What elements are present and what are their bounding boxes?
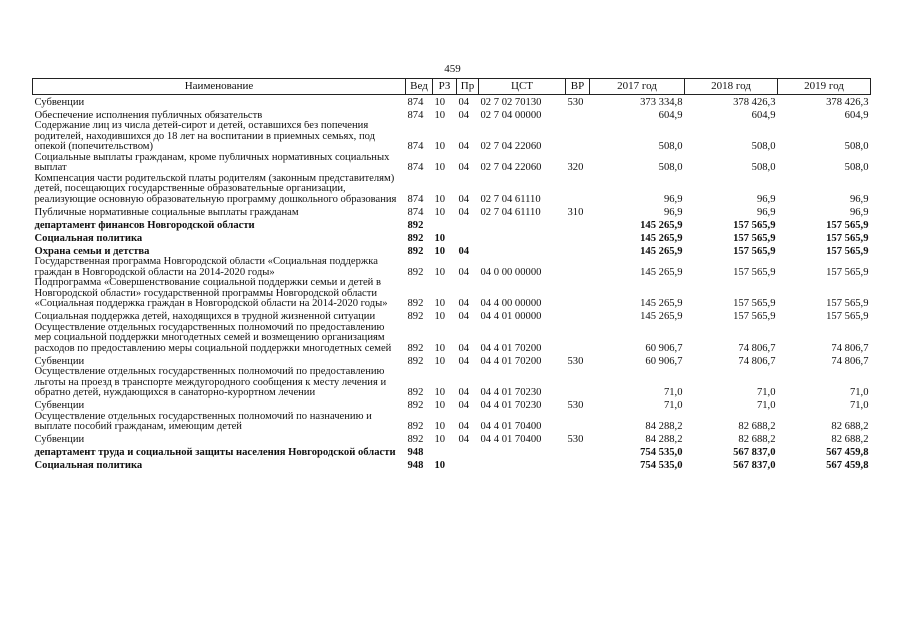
cell-cst: 04 4 01 00000: [480, 311, 542, 322]
cell-name: Компенсация части родительской платы родителям (законным представителям) детей, посещающих государственные образовательные организации, реализующие основную образовательную программу дошкольного образования: [34, 173, 397, 205]
cell-y2019: 508,0: [844, 162, 869, 173]
cell-cst: 02 7 04 00000: [480, 109, 542, 121]
cell-rz: 10: [434, 109, 446, 121]
cell-cst: 02 7 04 22060: [480, 141, 542, 152]
cell-vr: [566, 459, 590, 472]
table-row: [33, 310, 871, 323]
cell-ved: 874: [407, 193, 424, 205]
cell-pr: 04: [458, 245, 470, 257]
cell-pr: 04: [458, 434, 470, 445]
cell-y2019: 82 688,2: [831, 434, 869, 445]
cell-y2017: 508,0: [658, 162, 683, 173]
cell-y2019: 567 459,8: [826, 460, 869, 471]
cell-pr: 04: [458, 387, 470, 398]
cell-name: Субвенции: [34, 400, 85, 411]
table-row: [33, 95, 871, 109]
cell-pr: 04: [458, 206, 470, 218]
cell-vr: [566, 121, 590, 153]
table-row: [33, 323, 871, 355]
table-row: [33, 412, 871, 433]
cell-y2018: 567 837,0: [733, 447, 776, 458]
cell-y2017: 373 334,8: [640, 96, 683, 108]
cell-ved: 892: [407, 342, 424, 354]
table-header-row: [33, 79, 871, 95]
table-row: [33, 257, 871, 278]
cell-y2017: 145 265,9: [640, 245, 683, 257]
cell-pr: [457, 218, 479, 231]
cell-y2018: 157 565,9: [733, 311, 776, 322]
cell-cst: [479, 446, 566, 459]
cell-pr: 04: [458, 355, 470, 367]
cell-cst: [479, 218, 566, 231]
table-body: [33, 95, 871, 472]
cell-pr: 04: [458, 109, 470, 121]
cell-rz: 10: [434, 460, 446, 471]
cell-y2019: 157 565,9: [826, 232, 869, 244]
cell-y2018: 508,0: [751, 162, 776, 173]
cell-y2018: 508,0: [751, 141, 776, 152]
cell-y2018: 74 806,7: [738, 342, 776, 354]
cell-ved: 892: [407, 311, 424, 322]
cell-pr: 04: [458, 298, 470, 309]
cell-cst: 02 7 04 22060: [480, 162, 542, 173]
page-number: 459: [444, 63, 461, 75]
cell-vr: [566, 174, 590, 206]
cell-y2019: 74 806,7: [831, 342, 869, 354]
cell-rz: 10: [434, 245, 446, 257]
cell-cst: 04 4 01 70400: [480, 434, 542, 445]
cell-vr: 530: [567, 400, 584, 411]
table-row: [33, 433, 871, 446]
cell-y2018: 157 565,9: [733, 245, 776, 257]
cell-y2017: 96,9: [663, 206, 683, 218]
cell-y2019: 508,0: [844, 141, 869, 152]
table-row: [33, 244, 871, 257]
cell-ved: 892: [407, 219, 424, 231]
cell-pr: 04: [458, 400, 470, 411]
cell-y2019: 74 806,7: [831, 355, 869, 367]
cell-y2019: 567 459,8: [826, 447, 869, 458]
cell-ved: 874: [407, 109, 424, 121]
cell-y2017: 71,0: [663, 387, 683, 398]
table-row: [33, 218, 871, 231]
table-row: [33, 367, 871, 399]
cell-y2018: 157 565,9: [733, 219, 776, 231]
header-2019: 2019 год: [778, 79, 871, 95]
cell-vr: [566, 108, 590, 121]
table-row: [33, 153, 871, 174]
cell-y2017: 145 265,9: [640, 232, 683, 244]
cell-cst: [479, 459, 566, 472]
cell-vr: 530: [567, 434, 584, 445]
header-vr: ВР: [566, 79, 590, 95]
cell-rz: 10: [434, 387, 446, 398]
cell-vr: 320: [567, 162, 584, 173]
cell-vr: 530: [567, 96, 584, 108]
cell-y2017: 604,9: [658, 109, 683, 121]
header-2017: 2017 год: [590, 79, 685, 95]
cell-y2019: 157 565,9: [826, 219, 869, 231]
cell-y2019: 82 688,2: [831, 421, 869, 432]
cell-name: Субвенции: [34, 355, 85, 367]
cell-y2017: 754 535,0: [640, 460, 683, 471]
cell-y2019: 378 426,3: [826, 96, 869, 108]
cell-y2018: 96,9: [756, 206, 776, 218]
cell-name: Субвенции: [34, 434, 85, 445]
cell-rz: 10: [434, 266, 446, 278]
cell-pr: 04: [458, 342, 470, 354]
cell-name: Обеспечение исполнения публичных обязательств: [34, 109, 263, 121]
cell-cst: [479, 231, 566, 244]
cell-name: Осуществление отдельных государственных полномочий по предоставлению мер социальной поддержки многодетных семей и возмещению организациям расходов по предоставлению меры социальной поддержки многодетных семей: [34, 322, 392, 354]
cell-ved: 892: [407, 400, 424, 411]
cell-pr: 04: [458, 311, 470, 322]
cell-y2017: 60 906,7: [645, 355, 683, 367]
cell-vr: 530: [567, 355, 584, 367]
header-ved: Вед: [406, 79, 433, 95]
cell-y2017: 60 906,7: [645, 342, 683, 354]
cell-pr: [457, 446, 479, 459]
budget-table: [32, 78, 871, 472]
header-rz: РЗ: [433, 79, 457, 95]
cell-rz: 10: [434, 96, 446, 108]
cell-ved: 874: [407, 141, 424, 152]
cell-name: Содержание лиц из числа детей-сирот и детей, оставшихся без попечения родителей, находившихся до 18 лет на воспитании в приемных семьях, под опекой (попечительством): [34, 121, 376, 152]
cell-cst: 04 0 00 00000: [480, 266, 542, 278]
cell-cst: 02 7 02 70130: [480, 96, 542, 108]
table-row: [33, 205, 871, 218]
cell-y2019: 157 565,9: [826, 311, 869, 322]
cell-ved: 948: [407, 460, 424, 471]
cell-name: Социальная политика: [34, 232, 143, 244]
cell-y2017: 145 265,9: [640, 311, 683, 322]
table-row: [33, 121, 871, 153]
cell-ved: 892: [407, 421, 424, 432]
cell-y2018: 157 565,9: [733, 232, 776, 244]
cell-name: департамент труда и социальной защиты населения Новгородской области: [34, 447, 396, 458]
table-row: [33, 278, 871, 310]
cell-cst: 04 4 00 00000: [480, 298, 542, 309]
cell-rz: 10: [434, 311, 446, 322]
cell-name: Социальная политика: [34, 460, 143, 471]
cell-y2017: 145 265,9: [640, 219, 683, 231]
cell-rz: 10: [434, 434, 446, 445]
cell-y2019: 71,0: [849, 400, 869, 411]
cell-y2017: 754 535,0: [640, 447, 683, 458]
cell-vr: [566, 244, 590, 257]
cell-vr: [566, 218, 590, 231]
cell-name: Государственная программа Новгородской области «Социальная поддержка граждан в Новгородской области на 2014-2020 годы»: [34, 257, 378, 278]
cell-pr: [457, 231, 479, 244]
cell-cst: 02 7 04 61110: [480, 206, 541, 218]
cell-y2018: 157 565,9: [733, 266, 776, 278]
cell-y2017: 145 265,9: [640, 266, 683, 278]
header-cst: ЦСТ: [479, 79, 566, 95]
cell-vr: [566, 412, 590, 433]
cell-name: Осуществление отдельных государственных полномочий по назначению и выплате пособий гражданам, имеющим детей: [34, 411, 372, 432]
cell-y2019: 157 565,9: [826, 298, 869, 309]
cell-name: Публичные нормативные социальные выплаты гражданам: [34, 206, 299, 218]
cell-cst: 04 4 01 70400: [480, 421, 542, 432]
cell-y2017: 84 288,2: [645, 421, 683, 432]
cell-y2019: 157 565,9: [826, 266, 869, 278]
cell-name: департамент финансов Новгородской области: [34, 219, 255, 231]
cell-y2018: 567 837,0: [733, 460, 776, 471]
table-row: [33, 231, 871, 244]
cell-pr: 04: [458, 141, 470, 152]
cell-ved: 874: [407, 206, 424, 218]
cell-name: Социальная поддержка детей, находящихся в трудной жизненной ситуации: [34, 311, 376, 322]
cell-ved: 892: [407, 387, 424, 398]
cell-rz: 10: [434, 141, 446, 152]
cell-vr: [566, 310, 590, 323]
cell-pr: 04: [458, 421, 470, 432]
cell-pr: 04: [458, 162, 470, 173]
cell-pr: [457, 459, 479, 472]
cell-vr: [566, 446, 590, 459]
cell-vr: [566, 231, 590, 244]
cell-ved: 948: [407, 447, 424, 458]
cell-y2019: 157 565,9: [826, 245, 869, 257]
cell-cst: [479, 244, 566, 257]
cell-y2019: 96,9: [849, 206, 869, 218]
cell-cst: 04 4 01 70200: [480, 342, 542, 354]
cell-ved: 892: [407, 232, 424, 244]
cell-rz: 10: [434, 342, 446, 354]
header-2018: 2018 год: [685, 79, 778, 95]
cell-pr: 04: [458, 96, 470, 108]
table-row: [33, 108, 871, 121]
cell-rz: [433, 446, 457, 459]
cell-name: Субвенции: [34, 96, 85, 108]
cell-y2018: 82 688,2: [738, 421, 776, 432]
cell-rz: 10: [434, 298, 446, 309]
cell-ved: 892: [407, 355, 424, 367]
cell-rz: 10: [434, 232, 446, 244]
cell-y2019: 604,9: [844, 109, 869, 121]
cell-name: Охрана семьи и детства: [34, 245, 150, 257]
cell-y2019: 96,9: [849, 193, 869, 205]
cell-vr: [566, 278, 590, 310]
cell-y2018: 604,9: [751, 109, 776, 121]
header-pr: Пр: [457, 79, 479, 95]
cell-rz: 10: [434, 162, 446, 173]
table-row: [33, 174, 871, 206]
cell-ved: 892: [407, 434, 424, 445]
cell-y2017: 84 288,2: [645, 434, 683, 445]
cell-y2018: 96,9: [756, 193, 776, 205]
cell-name: Подпрограмма «Совершенствование социальной поддержки семьи и детей в Новгородской области» государственной программы Новгородской области «Социальная поддержка граждан в Новгородской области на 2014-2020 годы»: [34, 278, 388, 309]
cell-vr: [566, 323, 590, 355]
cell-y2017: 145 265,9: [640, 298, 683, 309]
cell-pr: 04: [458, 193, 470, 205]
cell-ved: 874: [407, 162, 424, 173]
cell-y2017: 96,9: [663, 193, 683, 205]
cell-cst: 04 4 01 70230: [480, 400, 542, 411]
cell-ved: 892: [407, 245, 424, 257]
cell-y2019: 71,0: [849, 387, 869, 398]
cell-rz: 10: [434, 400, 446, 411]
cell-ved: 892: [407, 266, 424, 278]
cell-rz: 10: [434, 206, 446, 218]
table-row: [33, 446, 871, 459]
cell-y2017: 71,0: [663, 400, 683, 411]
cell-rz: 10: [434, 421, 446, 432]
table-row: [33, 354, 871, 367]
cell-name: Социальные выплаты гражданам, кроме публичных нормативных социальных выплат: [34, 152, 390, 173]
cell-ved: 892: [407, 298, 424, 309]
cell-cst: 04 4 01 70230: [480, 387, 542, 398]
cell-vr: [566, 257, 590, 278]
cell-vr: 310: [567, 206, 584, 218]
cell-y2018: 74 806,7: [738, 355, 776, 367]
cell-y2017: 508,0: [658, 141, 683, 152]
cell-ved: 874: [407, 96, 424, 108]
cell-rz: [433, 218, 457, 231]
cell-cst: 02 7 04 61110: [480, 193, 541, 205]
cell-cst: 04 4 01 70200: [480, 355, 542, 367]
cell-pr: 04: [458, 266, 470, 278]
table-row: [33, 399, 871, 412]
table-row: [33, 459, 871, 472]
cell-rz: 10: [434, 355, 446, 367]
cell-y2018: 82 688,2: [738, 434, 776, 445]
cell-y2018: 378 426,3: [733, 96, 776, 108]
cell-y2018: 71,0: [756, 387, 776, 398]
cell-y2018: 71,0: [756, 400, 776, 411]
header-name: Наименование: [33, 79, 406, 95]
cell-rz: 10: [434, 193, 446, 205]
cell-name: Осуществление отдельных государственных полномочий по предоставлению льготы на проезд в транспорте междугородного сообщения к месту лечения и обратно детей, нуждающихся в санаторно-курортном лечении: [34, 367, 387, 398]
cell-vr: [566, 367, 590, 399]
cell-y2018: 157 565,9: [733, 298, 776, 309]
